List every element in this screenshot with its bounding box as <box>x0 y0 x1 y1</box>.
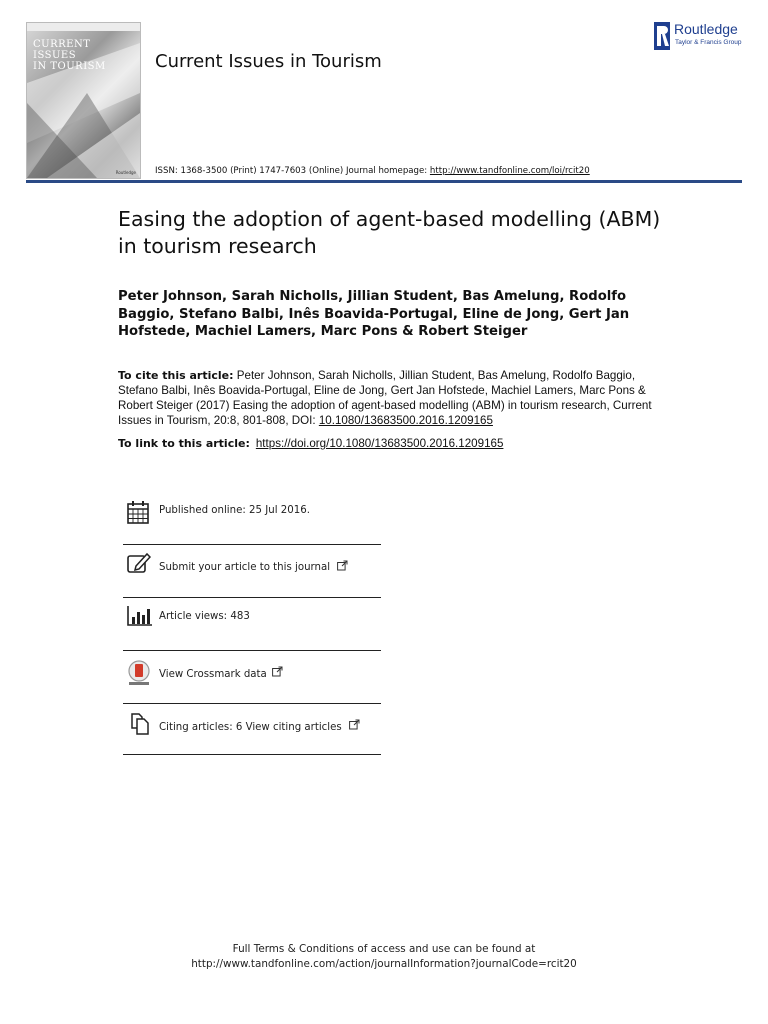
cover-title: CURRENT ISSUES IN TOURISM <box>33 39 106 72</box>
crossmark-link[interactable]: View Crossmark data <box>159 666 283 680</box>
citing-icon <box>127 711 151 735</box>
issn-line <box>155 166 590 176</box>
citing-articles-link[interactable]: Citing articles: 6 View citing articles <box>159 719 360 733</box>
article-views-row <box>123 598 381 650</box>
publisher-group: Taylor & Francis Group <box>675 39 742 46</box>
published-online-row <box>123 492 381 544</box>
author-list: Peter Johnson, Sarah Nicholls, Jillian Student, Bas Amelung, Rodolfo Baggio, Stefano Balbi, Inês Boavida-Portugal, Eline de Jong, Gert Jan Hofstede, Machiel Lamers, Marc Pons & Robert Steiger <box>118 289 630 339</box>
article-views-label: Article views: 483 <box>159 611 250 622</box>
crossmark-row[interactable] <box>123 651 381 703</box>
submit-article-link[interactable]: Submit your article to this journal <box>159 560 348 573</box>
bar-chart-icon <box>127 605 153 627</box>
published-online-label: Published online: 25 Jul 2016. <box>159 505 310 516</box>
article-doi-link[interactable]: https://doi.org/10.1080/13683500.2016.1209165 <box>255 437 504 450</box>
journal-cover-image <box>26 22 141 179</box>
calendar-icon <box>127 500 149 524</box>
citing-articles-row[interactable] <box>123 704 381 756</box>
row-divider <box>123 754 381 755</box>
routledge-logo <box>654 20 754 52</box>
link-label: To link to this article: <box>118 437 250 450</box>
terms-footer <box>0 942 768 972</box>
header-divider <box>26 180 742 183</box>
external-link-icon <box>337 560 348 571</box>
external-link-icon <box>349 719 360 730</box>
cite-label: To cite this article: <box>118 369 234 382</box>
article-link-line <box>118 437 503 450</box>
external-link-icon <box>272 666 283 677</box>
article-title: Easing the adoption of agent-based modelling (ABM) in tourism research <box>118 207 661 258</box>
terms-text: Full Terms & Conditions of access and use can be found at <box>232 943 536 955</box>
crossmark-icon <box>127 660 151 686</box>
journal-homepage-link[interactable]: http://www.tandfonline.com/loi/rcit20 <box>429 166 590 176</box>
cite-doi-link[interactable]: 10.1080/13683500.2016.1209165 <box>318 414 493 427</box>
publisher-name: Routledge <box>674 21 738 37</box>
edit-icon <box>127 552 151 574</box>
submit-article-row[interactable] <box>123 545 381 597</box>
terms-url[interactable]: http://www.tandfonline.com/action/journalInformation?journalCode=rcit20 <box>191 958 577 970</box>
cover-publisher-mark: Routledge <box>115 170 136 175</box>
journal-title: Current Issues in Tourism <box>155 51 382 72</box>
issn-text: ISSN: 1368-3500 (Print) 1747-7603 (Online) Journal homepage: <box>155 166 430 176</box>
routledge-r-icon <box>654 22 670 50</box>
citation-block <box>118 368 658 428</box>
cite-text: Peter Johnson, Sarah Nicholls, Jillian Student, Bas Amelung, Rodolfo Baggio, Stefano Balbi, Inês Boavida-Portugal, Eline de Jong, Gert Jan Hofstede, Machiel Lamers, Marc Pons & Robert Steiger (2017) Easing the adoption of agent-based modelling (ABM) in tourism research, Current Issues in Tourism, 20:8, 801-808, DOI: <box>118 369 652 427</box>
